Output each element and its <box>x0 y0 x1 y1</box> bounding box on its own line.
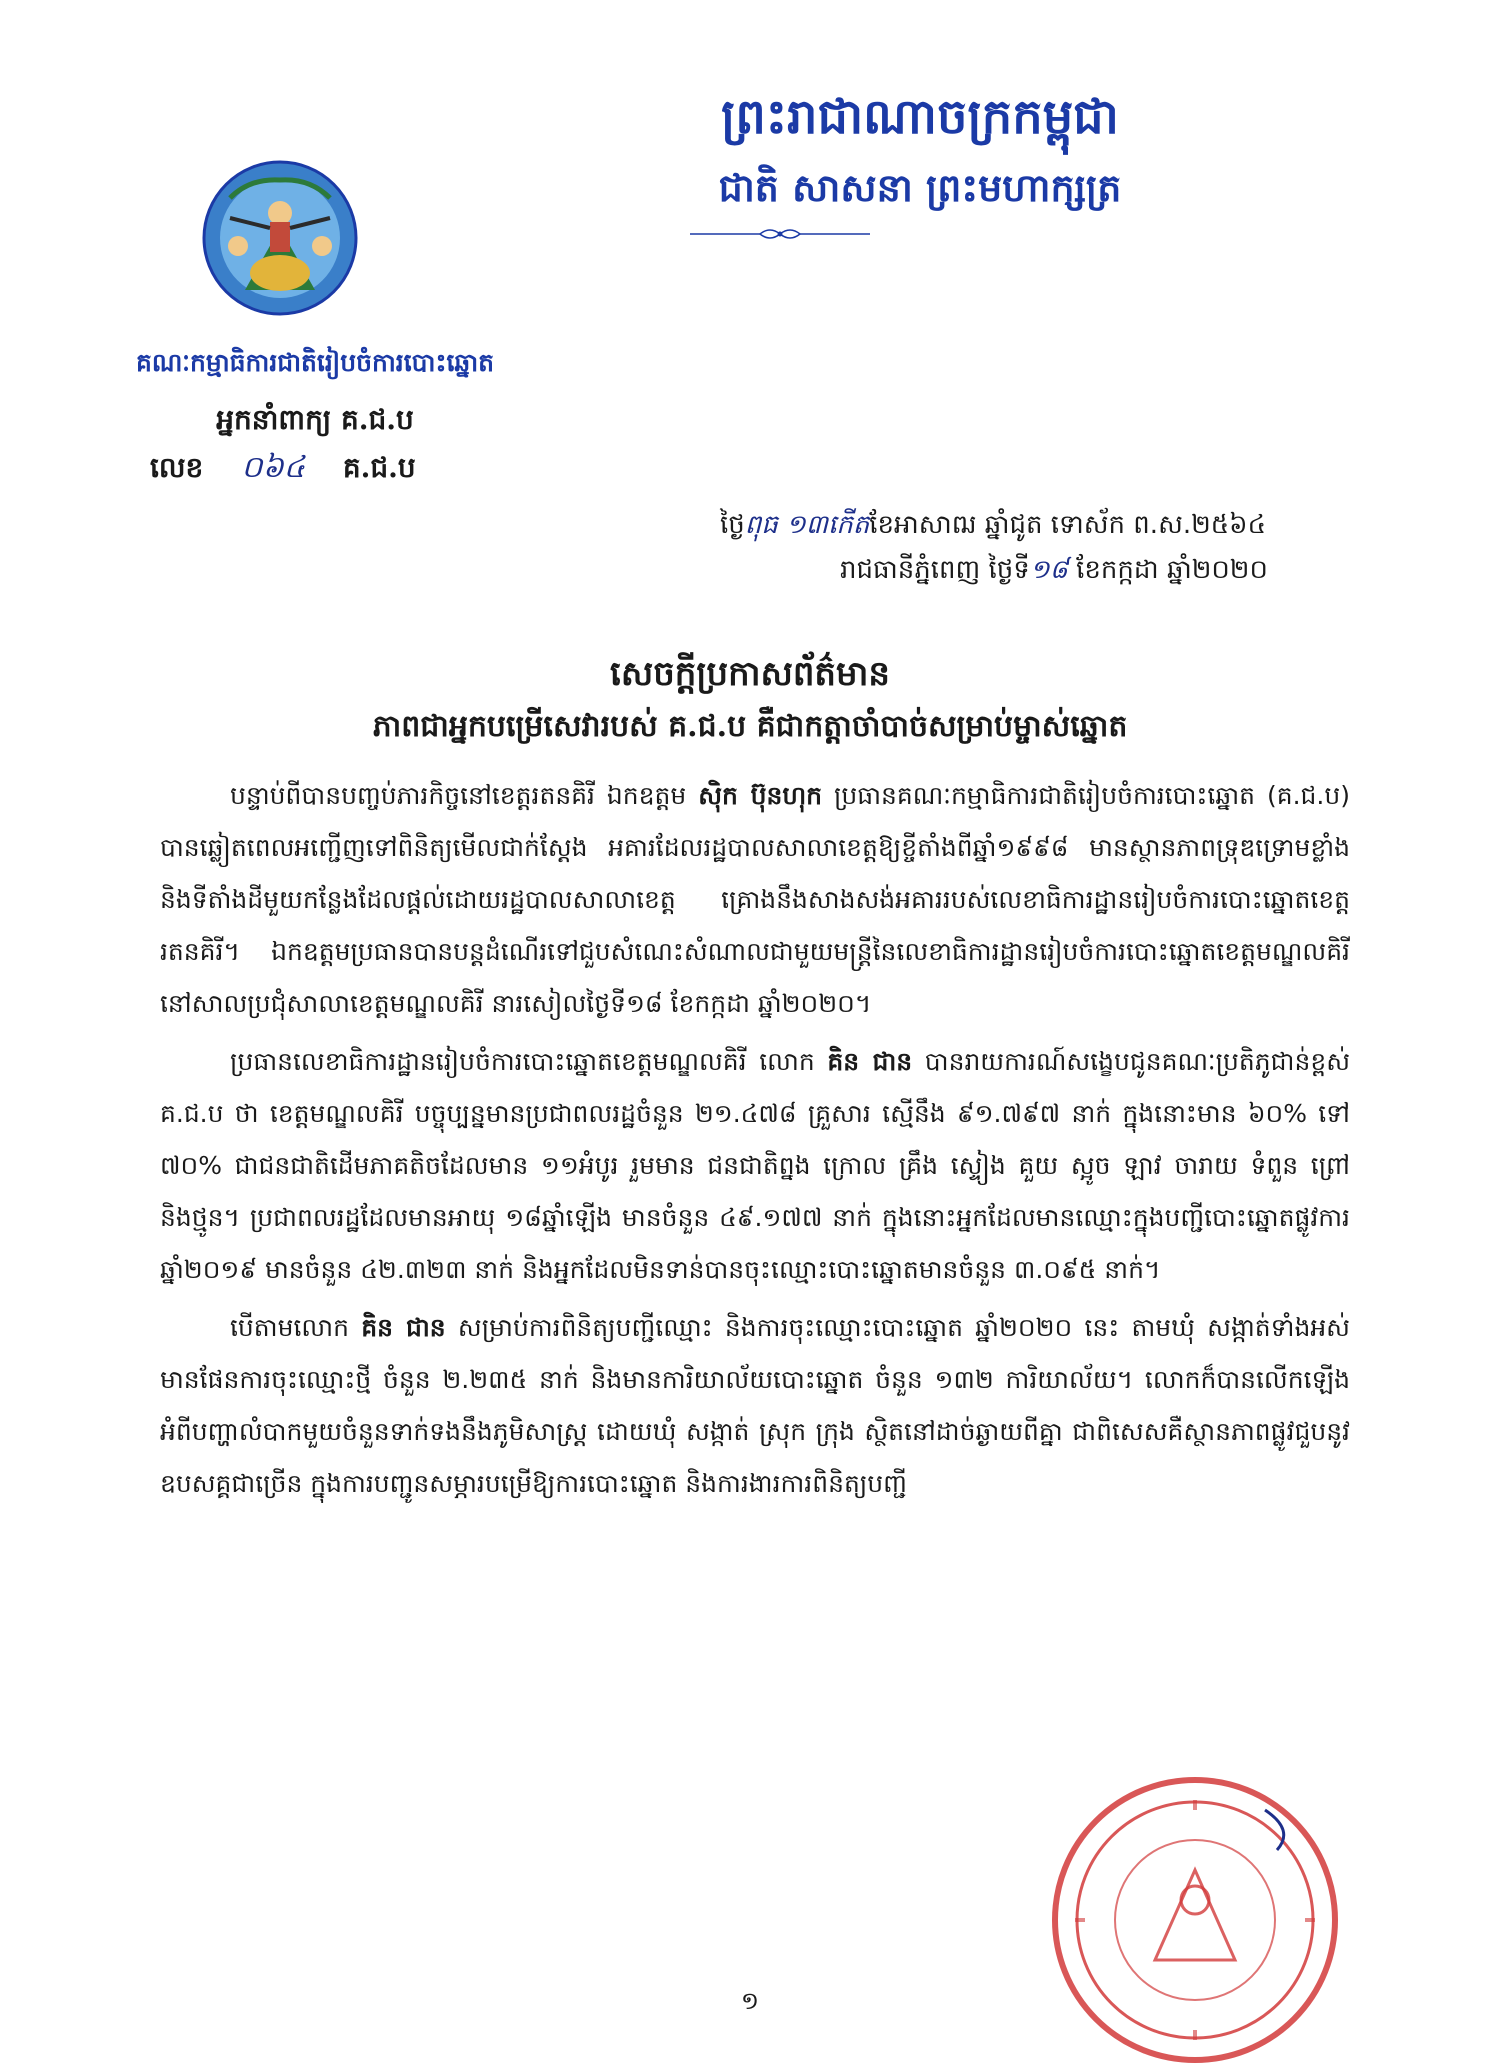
solar-day-handwritten: ១៨ <box>1029 555 1068 585</box>
person-name: ស៊ិក ប៊ុនហុក <box>698 781 822 810</box>
body-text <box>160 770 1350 1516</box>
paragraph-1: បន្ទាប់ពីបានបញ្ចប់ភារកិច្ចនៅខេត្តរតនគិរី ឯកឧត្តម ស៊ិក ប៊ុនហុក ប្រធានគណៈកម្មាធិការជាតិរៀបចំការបោះឆ្នោត (គ.ជ.ប) បានឆ្លៀតពេលអញ្ជើញទៅពិនិត្យមើលជាក់ស្តែង អគារដែលរដ្ឋបាលសាលាខេត្តឱ្យខ្ចីតាំងពីឆ្នាំ១៩៩៨ មានស្ថានភាពទ្រុឌទ្រោមខ្លាំង និងទីតាំងដីមួយកន្លែងដែលផ្តល់ដោយរដ្ឋបាលសាលាខេត្ត គ្រោងនឹងសាងសង់អគាររបស់លេខាធិការដ្ឋានរៀបចំការបោះឆ្នោតខេត្តរតនគិរី។ ឯកឧត្តមប្រធានបានបន្តដំណើរទៅជួបសំណេះសំណាលជាមួយមន្ត្រីនៃលេខាធិការដ្ឋានរៀបចំការបោះឆ្នោតខេត្តមណ្ឌលគិរី នៅសាលប្រជុំសាលាខេត្តមណ្ឌលគិរី នារសៀលថ្ងៃទី១៨ ខែកក្កដា ឆ្នាំ២០២០។ <box>160 781 1350 1018</box>
lunar-tail: ខែអាសាឍ ឆ្នាំជូត ទោស័ក ព.ស.២៥៦៤ <box>869 510 1266 540</box>
national-motto: ជាតិ សាសនា ព្រះមហាក្សត្រ <box>718 165 1122 210</box>
paragraph-3: បើតាមលោក គិន ជាន សម្រាប់ការពិនិត្យបញ្ជីឈ្មោះ និងការចុះឈ្មោះបោះឆ្នោត ឆ្នាំ២០២០ នេះ តាមឃុំ សង្កាត់ទាំងអស់មានផែនការចុះឈ្មោះថ្មី ចំនួន ២.២៣៥ នាក់ និងមានការិយាល័យបោះឆ្នោត ចំនួន ១៣២ ការិយាល័យ។ លោកក៏បានលើកឡើងអំពីបញ្ហាលំបាកមួយចំនួនទាក់ទងនឹងភូមិសាស្ត្រ ដោយឃុំ សង្កាត់ ស្រុក ក្រុង ស្ថិតនៅដាច់ឆ្ងាយពីគ្នា ជាពិសេសគឺស្ថានភាពផ្លូវជួបនូវឧបសគ្គជាច្រើន ក្នុងការបញ្ជូនសម្ភារបម្រើឱ្យការបោះឆ្នោត និងការងារការពិនិត្យបញ្ជី <box>160 1313 1350 1498</box>
lunar-date <box>720 505 1420 545</box>
document-title: សេចក្តីប្រកាសព័ត៌មាន <box>610 654 890 694</box>
lunar-prefix: ថ្ងៃ <box>720 510 745 540</box>
committee-name: គណៈកម្មាធិការជាតិរៀបចំការបោះឆ្នោត <box>135 348 495 377</box>
person-name: គិន ជាន <box>361 1313 446 1342</box>
ref-label: លេខ <box>150 451 204 484</box>
person-name: គិន ជាន <box>827 1047 913 1076</box>
official-seal <box>1045 1770 1345 2070</box>
solar-tail: ខែកក្កដា ឆ្នាំ២០២០ <box>1076 555 1268 585</box>
ref-number-handwritten: ០៦៤ <box>241 450 305 485</box>
solar-prefix: រាជធានីភ្នំពេញ ថ្ងៃទី <box>840 555 1030 585</box>
spokesperson-title: អ្នកនាំពាក្យ គ.ជ.ប <box>216 403 414 436</box>
lunar-rest: ១៣កើត <box>786 510 870 540</box>
ref-suffix: គ.ជ.ប <box>342 451 416 484</box>
kingdom-title: ព្រះរាជាណាចក្រកម្ពុជា <box>721 89 1119 145</box>
lunar-day-handwritten: ពុធ <box>744 510 778 540</box>
nec-logo <box>200 158 360 318</box>
solar-date <box>840 550 1440 590</box>
page-number: ១ <box>740 1987 760 2015</box>
paragraph-2: ប្រធានលេខាធិការដ្ឋានរៀបចំការបោះឆ្នោតខេត្តមណ្ឌលគិរី លោក គិន ជាន បានរាយការណ៍សង្ខេបជូនគណៈប្រតិភូជាន់ខ្ពស់ គ.ជ.ប ថា ខេត្តមណ្ឌលគិរី បច្ចុប្បន្នមានប្រជាពលរដ្ឋចំនួន ២១.៤៧៨ គ្រួសារ ស្មើនឹង ៩១.៧៩៧ នាក់ ក្នុងនោះមាន ៦០% ទៅ ៧០% ជាជនជាតិដើមភាគតិចដែលមាន ១១អំបូរ រួមមាន ជនជាតិព្នង ក្រោល គ្រឹង ស្ទៀង គួយ ស្អូច ឡាវ ចារាយ ទំពួន ព្រៅ និងថ្មូន។ ប្រជាពលរដ្ឋដែលមានអាយុ ១៨ឆ្នាំឡើង មានចំនួន ៤៩.១៧៧ នាក់ ក្នុងនោះអ្នកដែលមានឈ្មោះក្នុងបញ្ជីបោះឆ្នោតផ្លូវការ ឆ្នាំ២០១៩ មានចំនួន ៤២.៣២៣ នាក់ និងអ្នកដែលមិនទាន់បានចុះឈ្មោះបោះឆ្នោតមានចំនួន ៣.០៩៥ នាក់។ <box>160 1047 1350 1284</box>
ornament-divider <box>690 224 870 244</box>
reference-number <box>150 448 530 488</box>
document-subtitle: ភាពជាអ្នកបម្រើសេវារបស់ គ.ជ.ប គឺជាកត្តាចាំបាច់សម្រាប់ម្ចាស់ឆ្នោត <box>372 709 1128 744</box>
